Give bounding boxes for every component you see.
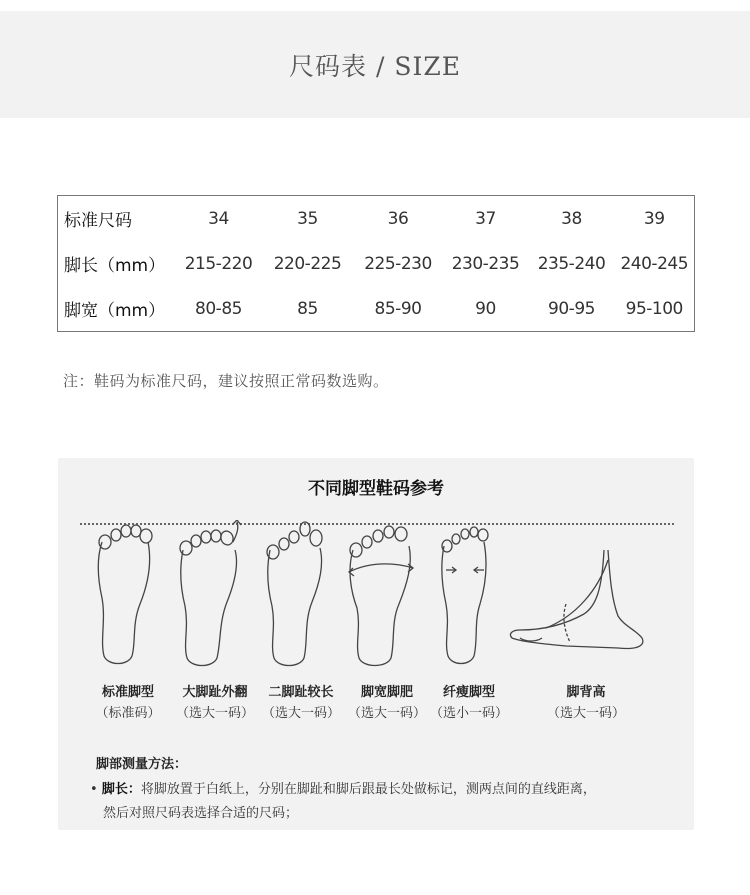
measure-bullet-label: 脚长： [101,782,141,797]
foot-type-advice: （选大一码） [175,706,254,721]
page-title: 尺码表 / SIZE [289,51,461,81]
table-cell: 90 [475,298,496,319]
foot-type-name: 大脚趾外翻 [182,685,248,700]
table-row [58,241,695,286]
foot-type-name: 标准脚型 [101,685,154,700]
table-cell: 240-245 [620,253,689,274]
measure-method-title: 脚部测量方法： [96,757,188,772]
table-cell: 235-240 [537,253,606,274]
table-row [58,196,695,242]
foot-type-narrow [424,682,514,724]
table-cell: 38 [561,208,582,229]
foot-type-advice: （选大一码） [546,706,625,721]
table-cell: 95-100 [625,298,683,319]
foot-type-name: 二脚趾较长 [268,685,334,700]
foot-type-standard [86,682,170,724]
table-cell: 85-90 [374,298,422,319]
foot-type-high-instep [536,682,636,724]
foot-type-advice: （选大一码） [261,706,340,721]
table-cell: 85 [297,298,318,319]
foot-type-guide [58,458,694,830]
table-cell: 215-220 [184,253,253,274]
bunion-foot-icon [173,520,253,670]
long-second-toe-foot-icon [258,520,338,670]
standard-foot-icon [88,520,168,670]
measure-method-text [90,778,670,826]
page-header [0,11,750,118]
narrow-foot-icon [428,520,508,670]
table-cell: 39 [643,208,665,229]
table-cell: 35 [297,208,318,229]
table-cell: 80-85 [195,298,242,319]
foot-type-advice: （选小一码） [429,706,508,721]
foot-type-advice: （标准码） [95,706,161,721]
table-cell: 225-230 [364,253,432,274]
foot-type-name: 脚宽脚肥 [360,685,413,700]
guide-title: 不同脚型鞋码参考 [308,479,444,499]
bullet-dot: • [90,782,102,797]
size-table [57,195,695,332]
row-label-standard-size: 标准尺码 [64,211,132,231]
table-row [58,286,695,332]
table-cell: 220-225 [273,253,342,274]
foot-type-name: 纤瘦脚型 [442,685,495,700]
table-cell: 90-95 [548,298,595,319]
row-label-foot-width: 脚宽（mm） [64,301,166,321]
foot-type-wide [342,682,432,724]
table-cell: 34 [208,208,229,229]
row-label-foot-length: 脚长（mm） [64,256,166,276]
table-cell: 36 [387,208,409,229]
foot-type-bunion [170,682,260,724]
table-cell: 37 [475,208,496,229]
foot-type-name: 脚背高 [566,685,606,700]
foot-type-long-second-toe [256,682,346,724]
measure-bullet-text: 将脚放置于白纸上，分别在脚趾和脚后跟最长处做标记，测两点间的直线距离， [140,782,596,797]
high-instep-foot-icon [506,520,676,670]
table-cell: 230-235 [451,253,520,274]
measure-bullet-text-continued: 然后对照尺码表选择合适的尺码； [103,806,299,821]
wide-foot-icon [343,520,423,670]
foot-type-advice: （选大一码） [347,706,426,721]
size-note: 注：鞋码为标准尺码，建议按照正常码数选购。 [63,372,389,390]
